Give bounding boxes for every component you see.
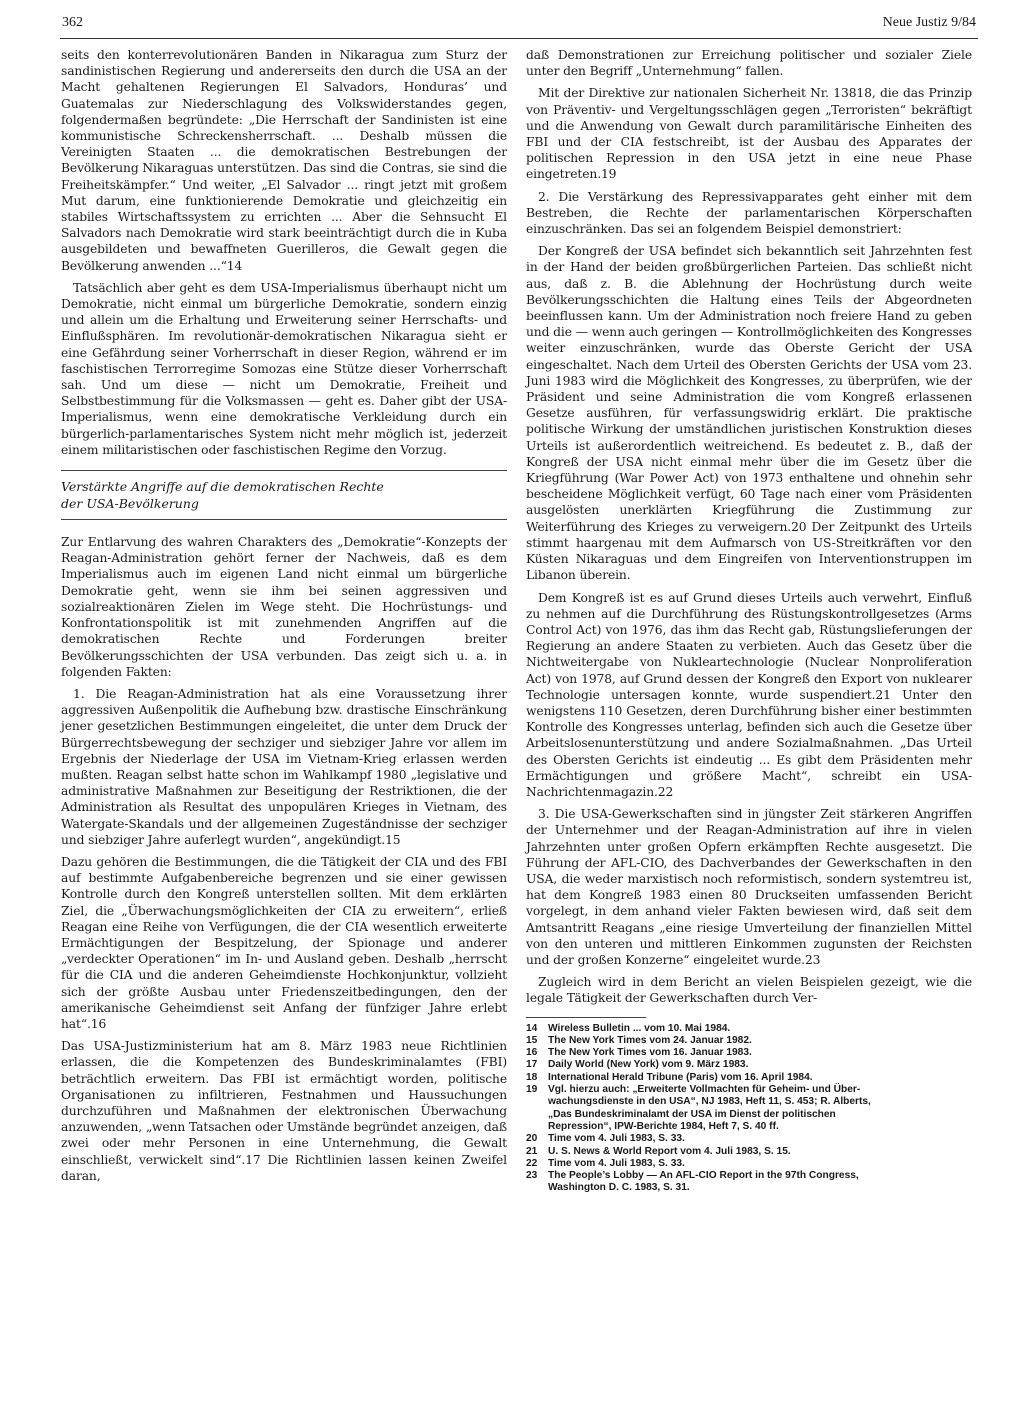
footnote-line: Wireless Bulletin ... vom 10. Mai 1984. (548, 1022, 731, 1034)
journal-title: Neue Justiz 9/84 (882, 15, 976, 30)
paragraph: Zugleich wird in dem Bericht an vielen Beispielen gezeigt, wie die legale Tätigkeit der Gewerkschaften durch Ver- (526, 975, 972, 1006)
footnote-number: 18 (526, 1071, 538, 1083)
footnote-number: 14 (526, 1022, 538, 1034)
paragraph: daß Demonstrationen zur Erreichung politischer und sozialer Ziele unter den Begriff „Unternehmung“ fallen. (526, 48, 972, 79)
footnote-14 (526, 1023, 972, 1035)
footnote-text (548, 1170, 972, 1195)
footnote-23 (526, 1170, 972, 1195)
footnote-number: 17 (526, 1059, 538, 1071)
footnote-number: 23 (526, 1170, 538, 1182)
footnote-line: „Das Bundeskriminalamt der USA im Dienst der politischen (548, 1108, 836, 1120)
footnote-line: The New York Times vom 24. Januar 1982. (548, 1034, 752, 1046)
paragraph: Dazu gehören die Bestimmungen, die die Tätigkeit der CIA und des FBI auf bestimmte Aufgabenbereiche begrenzen und sie einer gewissen Kontrolle durch den Kongreß unterstellen sollten. Mit dem erklärten Ziel, die „Überwachungsmöglichkeiten der CIA zu erweitern“, erließ Reagan eine Reihe von Verfügungen, die der CIA wesentlich erweiterte Ermächtigungen der Bespitzelung, der Spionage und anderer „verdeckter Operationen“ im In- und Ausland geben. Deshalb „herrscht für die CIA und die anderen Geheimdienste Hochkonjunktur, vollzieht sich der größte Ausbau unter Friedenszeitbedingungen, den der amerikanische Geheimdienst seit Anfang der fünfziger Jahre erlebt hat“.16 (61, 854, 507, 1031)
footnote-15 (526, 1035, 972, 1047)
footnote-number: 20 (526, 1133, 538, 1145)
footnote-number: 21 (526, 1145, 538, 1157)
footnote-rule (526, 1017, 646, 1018)
footnote-21 (526, 1146, 972, 1158)
footnote-number: 19 (526, 1084, 538, 1096)
footnote-text (548, 1047, 972, 1059)
footnote-text (548, 1158, 972, 1170)
footnote-22 (526, 1158, 972, 1170)
paragraph: Zur Entlarvung des wahren Charakters des „Demokratie“-Konzepts der Reagan-Administration gehört ferner der Nachweis, daß es dem Imperialismus auch im eigenen Land nicht einmal um bürgerliche Demokratie geht, wenn sie ihm bei seinen aggressiven und sozialreaktionären Zielen im Wege steht. Die Hochrüstungs- und Konfrontationspolitik ist mit zunehmenden Angriffen auf die demokratischen Rechte und Forderungen breiter Bevölkerungsschichten der USA verbunden. Das zeigt sich u. a. in folgenden Fakten: (61, 535, 507, 679)
footnote-text (548, 1084, 972, 1133)
footnote-line: Washington D. C. 1983, S. 31. (548, 1182, 690, 1194)
paragraph: seits den konterrevolutionären Banden in Nikaragua zum Sturz der sandinistischen Regierung und andererseits den durch die USA an der Macht gehaltenen Regierungen El Salvadors, Honduras’ und Guatemalas zur Niederschlagung des Volkswiderstandes gegen, folgendermaßen begründete: „Die Herrschaft der Sandinisten ist eine kommunistische Schreckensherrschaft. ... Deshalb müssen die Vereinigten Staaten ... die demokratischen Bestrebungen der Bevölkerung Nikaraguas unterstützen. Das sind die Contras, sie sind die Freiheitskämpfer.“ Und weiter, „El Salvador ... ringt jetzt mit großem Mut darum, eine funktionierende Demokratie und gleichzeitig ein stabiles Wirtschaftssystem zu errichten ... Aber die Sehnsucht El Salvadors nach Demokratie wird stark beeinträchtigt durch die in Kuba ausgebildeten und bewaffneten Guerilleros, die Gewalt gegen die Bevölkerung anwenden ...“14 (61, 48, 507, 273)
footnote-list (526, 1023, 972, 1195)
page-number: 362 (62, 15, 83, 30)
footnote-16 (526, 1047, 972, 1059)
footnote-line: International Herald Tribune (Paris) vom 16. April 1984. (548, 1071, 813, 1083)
footnote-19 (526, 1084, 972, 1133)
section-heading-line: der USA-Bevölkerung (61, 495, 199, 511)
paragraph: Das USA-Justizministerium hat am 8. März 1983 neue Richtlinien erlassen, die die Kompetenzen des Bundeskriminalamtes (FBI) beträchtlich erweitern. Das FBI ist ermächtigt worden, politische Organisationen zu infiltrieren, Festnahmen und Haussuchungen durchzuführen und Maßnahmen der elektronischen Überwachung anzuwenden, „wenn Tatsachen oder Umstände begründet anzeigen, daß zwei oder mehr Personen in eine Unternehmung, die Gewalt einschließt, verwickelt sind“.17 Die Richtlinien lassen keinen Zweifel daran, (61, 1039, 507, 1183)
paragraph: Dem Kongreß ist es auf Grund dieses Urteils auch verwehrt, Einfluß zu nehmen auf die Durchführung des Rüstungskontrollgesetzes (Arms Control Act) von 1976, das ihm das Recht gab, Rüstungslieferungen der Regierung an andere Staaten zu verbieten. Auch das Gesetz über die Nichtweitergabe von Nukleartechnologie (Nuclear Nonproliferation Act) von 1978, auf Grund dessen der Kongreß den Export von nuklearer Technologie untersagen konnte, wurde suspendiert.21 Unter den wenigstens 110 Gesetzen, deren Durchführung bisher einer bestimmten Kontrolle des Kongresses unterlag, befinden sich auch die Gesetze über Arbeitslosenunterstützung und andere Sozialmaßnahmen. „Das Urteil des Obersten Gerichts ist eindeutig ... Es gibt dem Präsidenten mehr Ermächtigungen und größere Macht“, schreibt ein USA-Nachrichtenmagazin.22 (526, 590, 972, 799)
footnote-text (548, 1059, 972, 1071)
paragraph: 1. Die Reagan-Administration hat als eine Voraussetzung ihrer aggressiven Außenpolitik die Aufhebung bzw. drastische Einschränkung jener gesetzlichen Bestimmungen eingeleitet, die unter dem Druck der Bürgerrechtsbewegung der sechziger und siebziger Jahre vor allem im Ergebnis der Niederlage der USA im Vietnam-Krieg erlassen werden mußten. Reagan selbst hatte schon im Wahlkampf 1980 „legislative und administrative Maßnahmen zur Beseitigung der Restriktionen, die der Administration als Resultat des unpopulären Krieges in Vietnam, des Watergate-Skandals und der allgemeinen Zugeständnisse der sechziger und siebziger Jahre auferlegt wurden“, angekündigt.15 (61, 686, 507, 847)
footnote-line: The People’s Lobby — An AFL-CIO Report in the 97th Congress, (548, 1170, 859, 1182)
left-column (61, 47, 507, 1184)
footnote-18 (526, 1072, 972, 1084)
footnote-text (548, 1023, 972, 1035)
footnote-line: Repression“, IPW-Berichte 1984, Heft 7, S. 40 ff. (548, 1120, 779, 1132)
footnote-line: Time vom 4. Juli 1983, S. 33. (548, 1133, 685, 1145)
footnote-number: 16 (526, 1047, 538, 1059)
footnote-number: 22 (526, 1157, 538, 1169)
footnote-number: 15 (526, 1034, 538, 1046)
footnote-line: The New York Times vom 16. Januar 1983. (548, 1047, 752, 1059)
paragraph: 2. Die Verstärkung des Repressivapparates geht einher mit dem Bestreben, die Rechte der parlamentarischen Körperschaften einzuschränken. Das sei an folgendem Beispiel demonstriert: (526, 189, 972, 237)
footnote-line: wachungsdienste in den USA“, NJ 1983, Heft 11, S. 453; R. Alberts, (548, 1096, 871, 1108)
footnote-line: U. S. News & World Report vom 4. Juli 1983, S. 15. (548, 1145, 791, 1157)
paragraph: Tatsächlich aber geht es dem USA-Imperialismus überhaupt nicht um Demokratie, nicht einmal um bürgerliche Demokratie, sondern einzig und allein um die Erhaltung und Erweiterung seiner Herrschafts- und Einflußsphären. Im revolutionär-demokratischen Nikaragua sieht er eine Gefährdung seiner Vorherrschaft in dieser Region, während er im faschistischen Terrorregime Somozas eine Stütze dieser Vorherrschaft sah. Und um diese — nicht um Demokratie, Freiheit und Selbstbestimmung für die Volksmassen — geht es. Daher gibt der USA-Imperialismus, wenn eine demokratische Verkleidung durch ein bürgerlich-parlamentarisches System nicht mehr möglich ist, jederzeit einem militaristischen oder faschistischen Regime den Vorzug. (61, 280, 507, 457)
footnote-text (548, 1072, 972, 1084)
paragraph: 3. Die USA-Gewerkschaften sind in jüngster Zeit stärkeren Angriffen der Unternehmer und der Reagan-Administration auf ihre in vielen Jahrzehnten unter großen Opfern erkämpften Rechte ausgesetzt. Die Führung der AFL-CIO, des Dachverbandes der Gewerkschaften in den USA, die weder marxistisch noch reformistisch, sondern systemtreu ist, hat dem Kongreß 1983 einen 80 Druckseiten umfassenden Bericht vorgelegt, in dem anhand vieler Fakten bewiesen wird, daß seit dem Amtsantritt Reagans „eine riesige Umverteilung der finanziellen Mittel von den unteren und mittleren Einkommen zugunsten der Reichsten und der großen Konzerne“ eingeleitet wurde.23 (526, 807, 972, 967)
right-column (526, 47, 972, 1195)
footnote-line: Daily World (New York) vom 9. März 1983. (548, 1059, 749, 1071)
section-heading (61, 470, 507, 520)
footnote-20 (526, 1133, 972, 1145)
header-rule (60, 38, 978, 39)
footnote-text (548, 1035, 972, 1047)
paragraph: Der Kongreß der USA befindet sich bekanntlich seit Jahrzehnten fest in der Hand der beiden großbürgerlichen Parteien. Das schließt nicht aus, daß z. B. die Ablehnung der Hochrüstung durch weite Bevölkerungsschichten die Haltung eines Teils der Abgeordneten beeinflussen kann. Um der Administration noch freiere Hand zu geben und die — wenn auch geringen — Kontrollmöglichkeiten des Kongresses weiter einzuschränken, wurde das Oberste Gericht der USA eingeschaltet. Nach dem Urteil des Obersten Gerichts der USA vom 23. Juni 1983 wird die Möglichkeit des Kongresses, zu überprüfen, wie der Präsident und seine Administration die vom Kongreß erlassenen Gesetze ausführen, für verfassungswidrig erklärt. Die praktische politische Wirkung der umständlichen juristischen Konstruktion dieses Urteils ist außerordentlich weitreichend. Es bedeutet z. B., daß der Kongreß der USA nicht einmal mehr über die im Gesetz über die Kriegführung (War Power Act) von 1973 enthaltene und ohnehin sehr bescheidene Möglichkeit verfügt, 60 Tage nach einer vom Präsidenten ausgelösten unerklärten Kriegführung die Zustimmung zur Weiterführung des Krieges zu verweigern.20 Der Zeitpunkt des Urteils stimmt haargenau mit dem Aufmarsch von US-Streitkräften vor den Küsten Nikaraguas und dem Eingreifen von Interventionstruppen im Libanon überein. (526, 244, 972, 583)
footnote-text (548, 1133, 972, 1145)
footnote-line: Vgl. hierzu auch: „Erweiterte Vollmachten für Geheim- und Über- (548, 1084, 861, 1096)
section-heading-line: Verstärkte Angriffe auf die demokratischen Rechte (61, 479, 384, 495)
footnote-line: Time vom 4. Juli 1983, S. 33. (548, 1157, 685, 1169)
paragraph: Mit der Direktive zur nationalen Sicherheit Nr. 13818, die das Prinzip von Präventiv- und Vergeltungsschlägen gegen „Terroristen“ bekräftigt und die Anwendung von Gewalt durch paramilitärische Einheiten des FBI und der CIA festschreibt, ist der Ausbau des Apparates der politischen Repression in den USA jetzt in eine neue Phase eingetreten.19 (526, 86, 972, 182)
footnote-17 (526, 1059, 972, 1071)
footnote-text (548, 1146, 972, 1158)
